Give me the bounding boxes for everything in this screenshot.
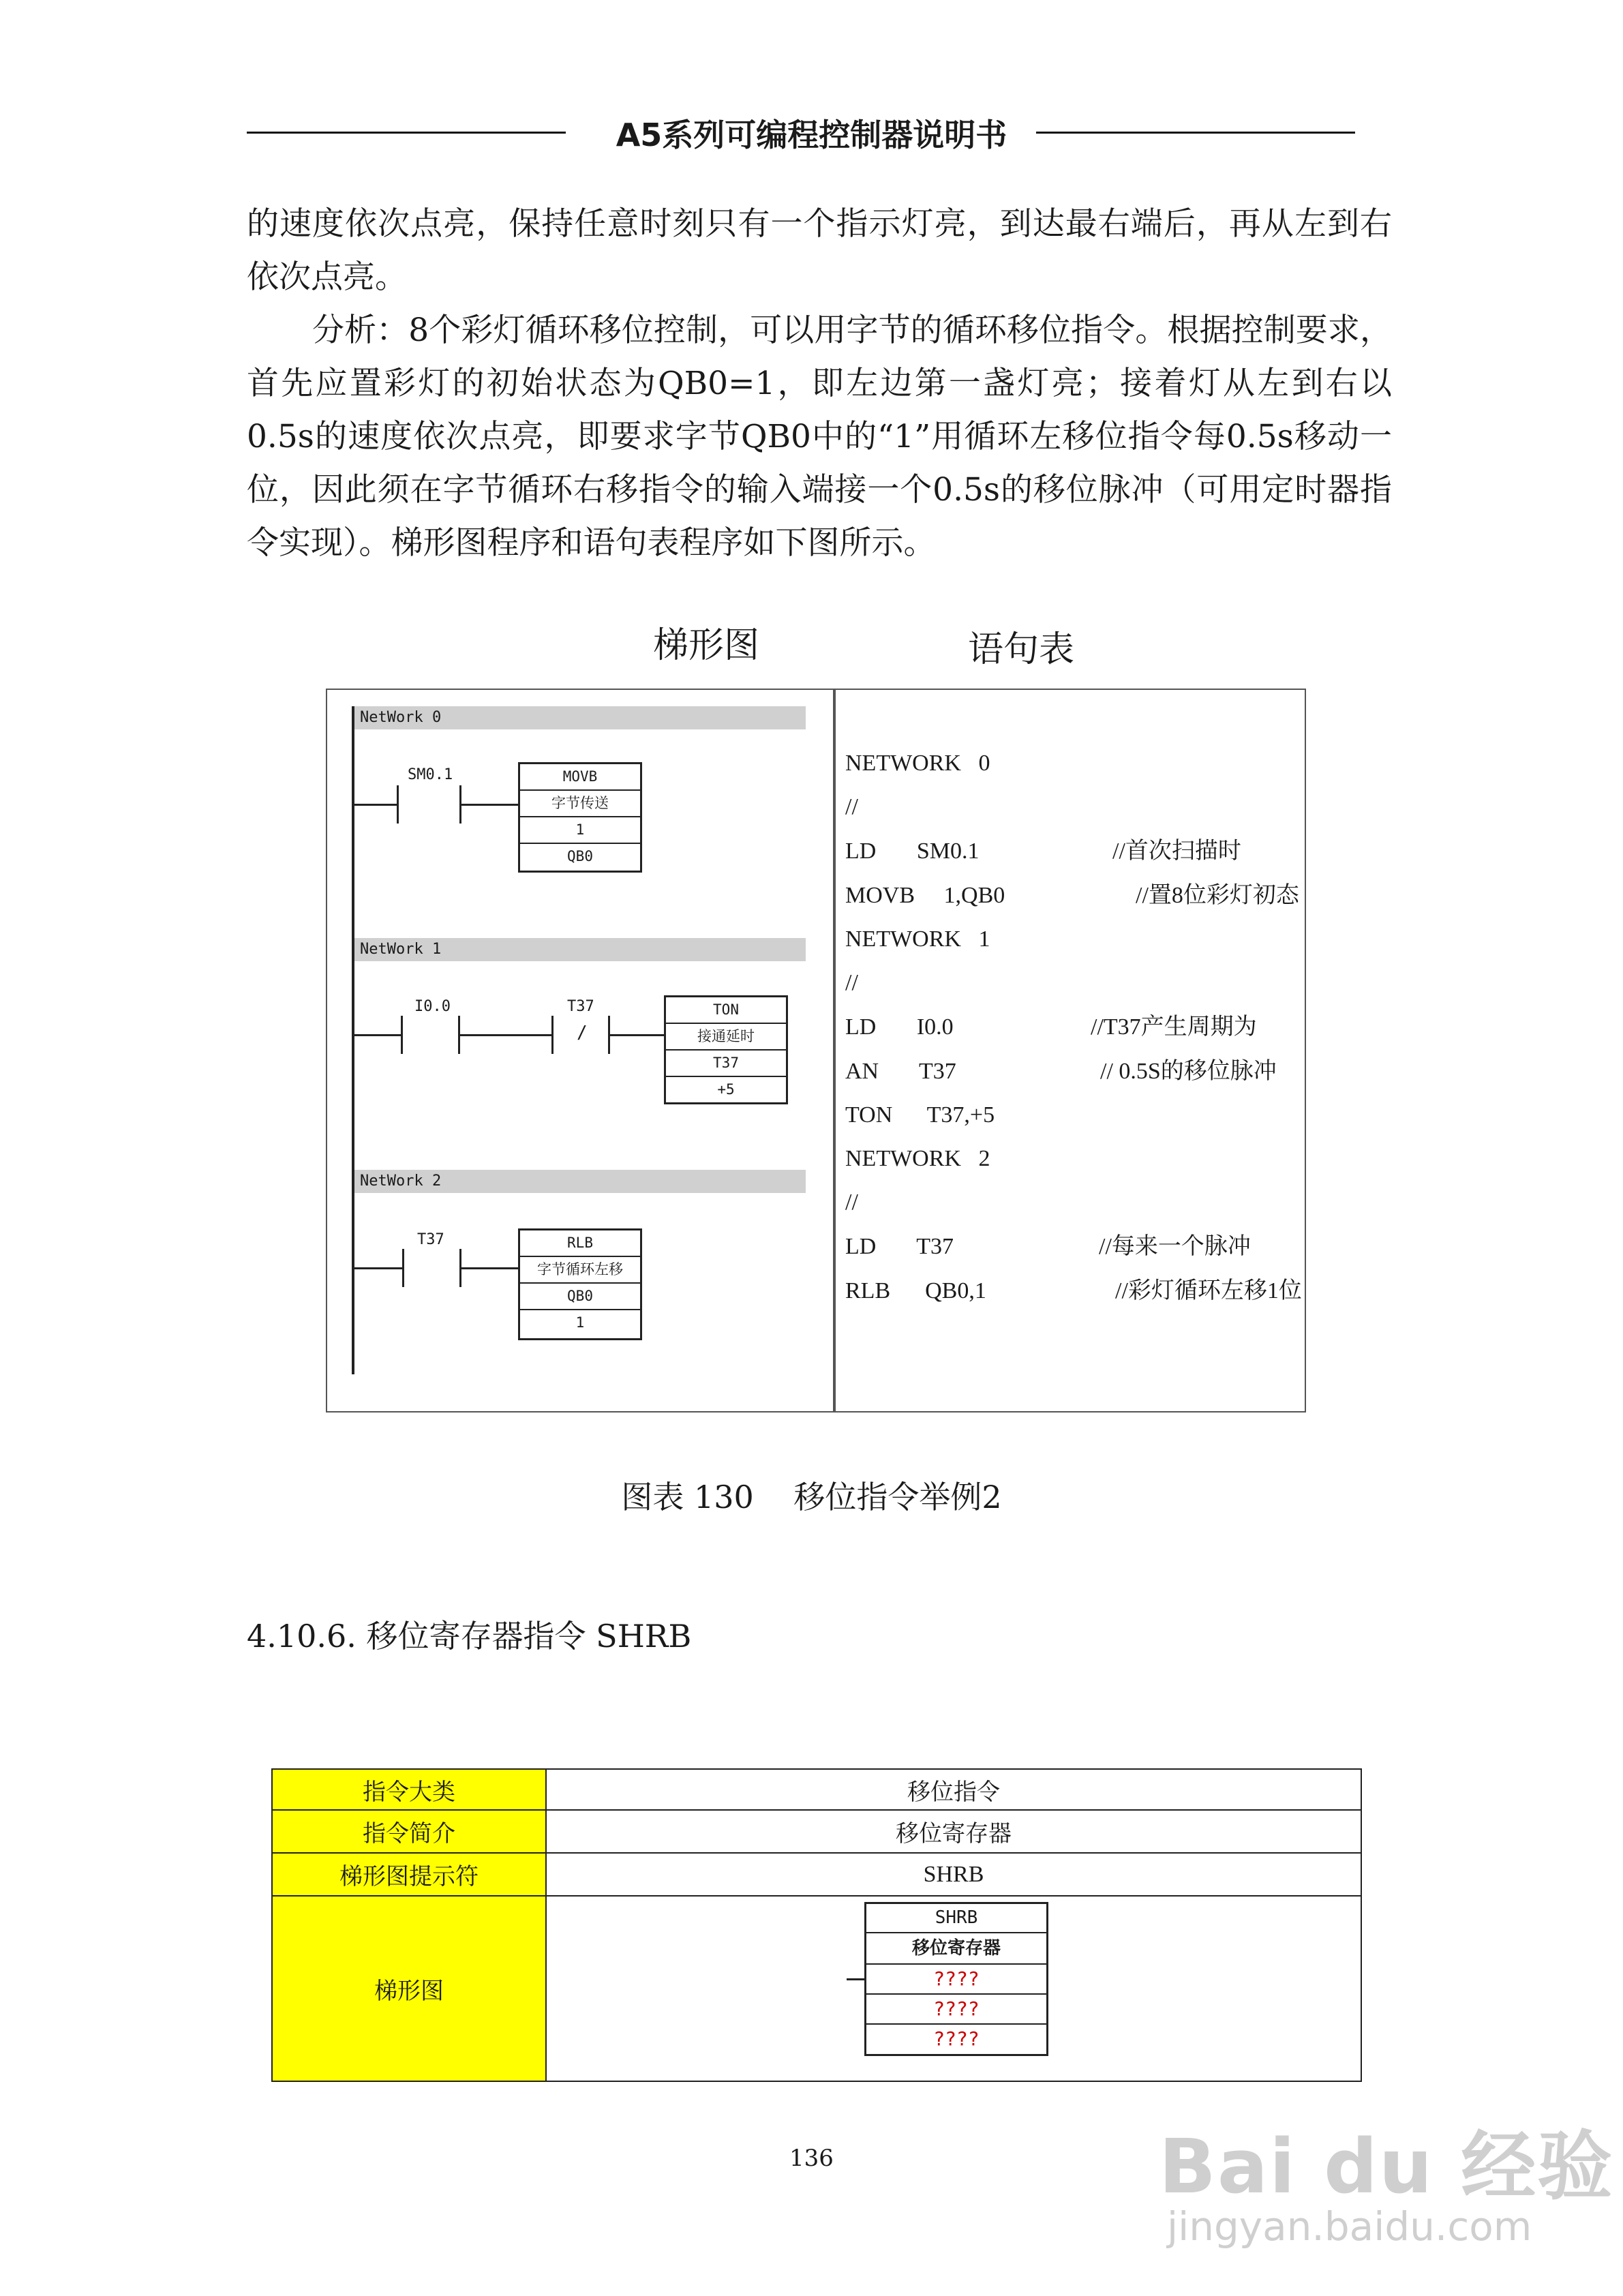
stl-comment: //首次扫描时 [1112, 839, 1241, 864]
network-1-contact-left [401, 1016, 403, 1054]
network-1-contact2-label: T37 [567, 998, 594, 1015]
stl-line: TON T37,+5 [845, 1102, 995, 1128]
stl-line: MOVB 1,QB0 [845, 883, 1005, 908]
stl-line: NETWORK 1 [845, 926, 990, 952]
paragraph-continuation: 的速度依次点亮，保持任意时刻只有一个指示灯亮，到达最右端后，再从左到右依次点亮。 [247, 205, 1392, 296]
network-0-wire-out [461, 804, 520, 806]
section-heading: 4.10.6. 移位寄存器指令 SHRB [247, 1618, 692, 1655]
stl-line: RLB QB0,1 [845, 1278, 986, 1303]
stl-line: // [845, 970, 858, 995]
ton-box-name: TON [666, 997, 786, 1024]
ton-box-desc: 接通延时 [666, 1024, 786, 1051]
table-key: 指令简介 [272, 1810, 546, 1853]
rlb-box [518, 1228, 642, 1340]
rlb-box-name: RLB [520, 1230, 640, 1257]
stl-line: NETWORK 2 [845, 1146, 990, 1171]
stl-comment: //彩灯循环左移1位 [1115, 1278, 1302, 1303]
shrb-box-param: ???? [933, 2027, 980, 2050]
stl-line: NETWORK 0 [845, 751, 990, 776]
table-ladder-cell [546, 1896, 1361, 2081]
rlb-box-in: QB0 [520, 1284, 640, 1310]
stl-line: LD I0.0 [845, 1014, 954, 1040]
stl-comment: //置8位彩灯初态 [1136, 883, 1299, 908]
movb-box [518, 762, 642, 873]
table-row [272, 1810, 1361, 1853]
ton-box-timer: T37 [666, 1051, 786, 1077]
network-2-wire-out [461, 1267, 520, 1269]
baidu-watermark-logo: Bai du 经验 [1159, 2123, 1614, 2210]
shrb-box-param: ???? [866, 1965, 1046, 1995]
stl-line: AN T37 [845, 1059, 956, 1084]
table-row [272, 1896, 1361, 2081]
shrb-box-name: SHRB [866, 1904, 1046, 1933]
movb-box-desc: 字节传送 [520, 791, 640, 817]
body-text [247, 198, 1392, 570]
ton-box [664, 995, 788, 1104]
ton-box-preset: +5 [717, 1081, 735, 1098]
shrb-input-wire [847, 1978, 866, 1980]
network-1-wire-c [610, 1034, 666, 1036]
rlb-box-desc: 字节循环左移 [520, 1257, 640, 1284]
stl-line: // [845, 1190, 858, 1215]
stl-comment: // 0.5S的移位脉冲 [1100, 1059, 1277, 1084]
power-rail [352, 706, 354, 1374]
header-rule-right [1036, 132, 1355, 134]
shrb-box-param: ???? [866, 1995, 1046, 2025]
network-1-wire-b [460, 1034, 551, 1036]
network-0-contact-label: SM0.1 [408, 766, 453, 783]
network-0-contact-left [397, 785, 399, 824]
network-2-header: NetWork 2 [354, 1170, 806, 1193]
table-key: 梯形图提示符 [272, 1853, 546, 1896]
figure-caption: 图表 130 移位指令举例2 [621, 1479, 1002, 1515]
document-title: A5系列可编程控制器说明书 [616, 117, 1007, 153]
table-row [272, 1769, 1361, 1810]
table-value: 移位寄存器 [546, 1810, 1361, 1853]
network-2-wire [354, 1267, 402, 1269]
network-2-contact-label: T37 [417, 1231, 444, 1248]
network-1-nc-slash: / [577, 1023, 588, 1043]
baidu-watermark-url: jingyan.baidu.com [1167, 2203, 1532, 2250]
network-2-contact-left [402, 1249, 404, 1287]
network-1-nc-contact-left [551, 1016, 553, 1054]
table-value: SHRB [546, 1853, 1361, 1896]
movb-box-in: 1 [520, 817, 640, 844]
stl-line: // [845, 794, 858, 819]
stl-line: LD T37 [845, 1234, 954, 1259]
network-1-contact-label: I0.0 [414, 998, 451, 1015]
network-1-header: NetWork 1 [354, 938, 806, 961]
network-0-header: NetWork 0 [354, 706, 806, 729]
network-0-wire [354, 804, 397, 806]
table-value: 移位指令 [546, 1769, 1361, 1810]
statement-list-label: 语句表 [968, 629, 1075, 670]
instruction-table [271, 1768, 1362, 2082]
paragraph-analysis: 分析：8个彩灯循环移位控制，可以用字节的循环移位指令。根据控制要求，首先应置彩灯的初始状态为QB0=1，即左边第一盏灯亮；接着灯从左到右以0.5s的速度依次点亮，即要求字节QB0中的“1”用循环左移位指令每0.5s移动一位，因此须在字节循环右移指令的输入端接一个0.5s的移位脉冲（可用定时器指令实现）。梯形图程序和语句表程序如下图所示。 [247, 312, 1392, 562]
table-row [272, 1853, 1361, 1896]
shrb-box [864, 1902, 1048, 2056]
table-key: 梯形图 [272, 1896, 546, 2081]
rlb-box-n: 1 [575, 1314, 585, 1331]
page-number: 136 [789, 2145, 834, 2172]
stl-comment: //每来一个脉冲 [1099, 1234, 1251, 1259]
ladder-diagram-label: 梯形图 [653, 625, 760, 666]
network-1-wire-a [354, 1034, 401, 1036]
table-key: 指令大类 [272, 1769, 546, 1810]
stl-comment: //T37产生周期为 [1091, 1014, 1257, 1040]
movb-box-name: MOVB [520, 764, 640, 791]
stl-line: LD SM0.1 [845, 839, 980, 864]
shrb-box-desc: 移位寄存器 [866, 1933, 1046, 1965]
movb-box-out: QB0 [567, 848, 593, 864]
